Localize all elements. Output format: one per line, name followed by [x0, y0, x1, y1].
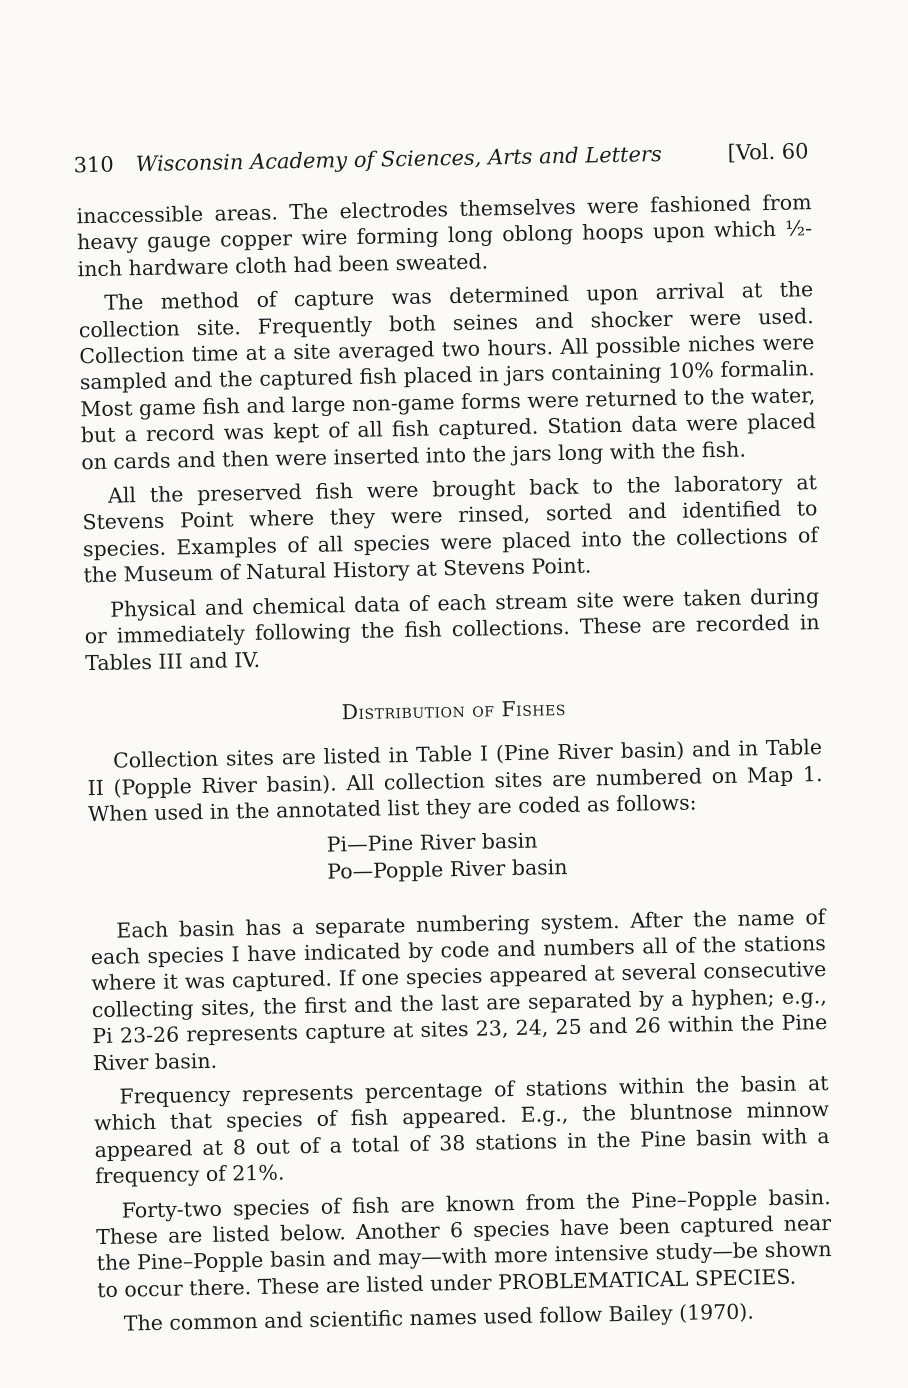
paragraph: All the preserved fish were brought back to the laboratory at Stevens Point where they were rinsed, sorted and identified to species. Examples of all species were placed into the collections of the Museum of Natural History at Stevens Point.: [82, 470, 819, 588]
volume-label: [Vol. 60: [727, 139, 809, 165]
paragraph: inaccessible areas. The electrodes themselves were fashioned from heavy gauge copper wire forming long oblong hoops upon which ½-inch hardware cloth had been sweated.: [76, 190, 813, 282]
section-heading: Distribution of Fishes: [341, 695, 567, 725]
paragraph: The method of capture was determined upon arrival at the collection site. Frequently both seines and shocker were used. Collection time at a site averaged two hours. All possible niches were sampled and the captured fish placed in jars containing 10% formalin. Most game fish and large non-game forms were returned to the water, but a record was kept of all fish captured. Station data were placed on cards and then were inserted into the jars long with the fish.: [78, 277, 816, 474]
basin-code-popple: Po—Popple River basin: [327, 854, 568, 884]
page-number: 310: [73, 152, 114, 178]
paragraph: Collection sites are listed in Table I (Pine River basin) and in Table II (Popple River basin). All collection sites are numbered on Map 1. When used in the annotated list they are coded as follows:: [87, 735, 823, 827]
paragraph: Each basin has a separate numbering system. After the name of each species I have indicated by code and numbers all of the stations where it was captured. If one species appeared at several consecutive collecting sites, the first and the last are separated by a hyphen; e.g., Pi 23-26 represents capture at sites 23, 24, 25 and 26 within the Pine River basin.: [90, 904, 828, 1075]
paragraph: Frequency represents percentage of stations within the basin at which that species of fish appeared. E.g., the bluntnose minnow appeared at 8 out of a total of 38 stations in the Pine basin with a frequency of 21%.: [93, 1070, 830, 1189]
running-header: [73, 137, 808, 179]
basin-code-list: [89, 822, 825, 890]
body-text: [76, 189, 833, 1346]
journal-title: Wisconsin Academy of Sciences, Arts and Letters: [135, 142, 662, 177]
paragraph: The common and scientific names used follow Bailey (1970).: [123, 1299, 755, 1336]
paragraph: Physical and chemical data of each stream site were taken during or immediately following the fish collections. These are recorded in Tables III and IV.: [84, 583, 820, 675]
paragraph: Forty-two species of fish are known from the Pine–Popple basin. These are listed below. Another 6 species have been captured near the Pine–Popple basin and may—with more intensive study—be shown to occur there. These are listed under PROBLEMATICAL SPECIES.: [96, 1184, 832, 1302]
basin-code-pine: Pi—Pine River basin: [326, 828, 538, 857]
